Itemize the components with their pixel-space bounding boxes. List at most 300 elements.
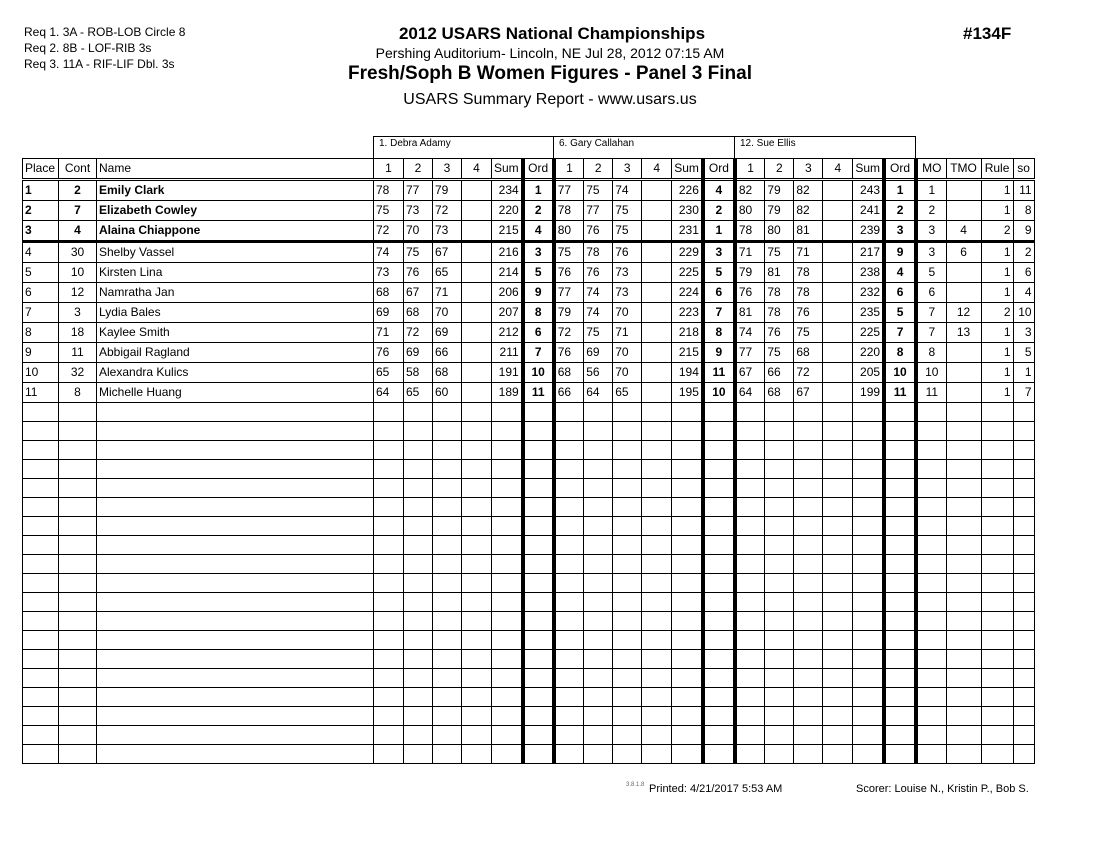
empty-cell — [584, 707, 613, 726]
empty-cell — [613, 669, 642, 688]
cell-judge3-score1: 71 — [735, 242, 765, 263]
cell-tmo: 4 — [946, 221, 981, 242]
empty-cell — [981, 726, 1013, 745]
cell-judge2-sum: 224 — [672, 283, 703, 303]
empty-cell — [672, 479, 703, 498]
empty-cell — [523, 460, 554, 479]
empty-cell — [703, 650, 735, 669]
empty-cell — [554, 460, 584, 479]
empty-cell — [916, 498, 946, 517]
empty-cell — [946, 726, 981, 745]
empty-cell — [703, 707, 735, 726]
cell-judge3-score2: 75 — [765, 242, 794, 263]
cell-mo: 7 — [916, 303, 946, 323]
cell-judge1-score1: 68 — [374, 283, 404, 303]
column-header-judge3-sum: Sum — [853, 159, 884, 180]
cell-rule: 1 — [981, 180, 1013, 201]
empty-cell — [374, 555, 404, 574]
empty-cell — [703, 479, 735, 498]
empty-cell — [97, 612, 374, 631]
cell-judge3-ordinal: 5 — [884, 303, 916, 323]
empty-cell — [59, 517, 97, 536]
cell-tmo: 12 — [946, 303, 981, 323]
empty-cell — [884, 593, 916, 612]
cell-judge3-score1: 76 — [735, 283, 765, 303]
empty-cell — [884, 688, 916, 707]
column-header-judge1-2: 2 — [404, 159, 433, 180]
cell-judge2-score2: 74 — [584, 303, 613, 323]
empty-cell — [404, 555, 433, 574]
empty-cell — [981, 688, 1013, 707]
empty-cell — [884, 441, 916, 460]
cell-cont: 4 — [59, 221, 97, 242]
empty-cell — [735, 517, 765, 536]
empty-cell — [765, 479, 794, 498]
cell-judge2-score3: 75 — [613, 201, 642, 221]
empty-cell — [823, 479, 853, 498]
empty-cell — [1013, 593, 1034, 612]
cell-judge3-ordinal: 1 — [884, 180, 916, 201]
judge-header-1: 1. Debra Adamy — [373, 136, 554, 158]
column-header-judge2-3: 3 — [613, 159, 642, 180]
empty-cell — [946, 612, 981, 631]
cell-judge1-sum: 211 — [492, 343, 523, 363]
column-header-judge2-1: 1 — [554, 159, 584, 180]
empty-cell — [97, 574, 374, 593]
cell-judge1-ordinal: 1 — [523, 180, 554, 201]
cell-judge3-sum: 217 — [853, 242, 884, 263]
empty-cell — [523, 479, 554, 498]
empty-cell — [554, 403, 584, 422]
empty-cell — [374, 593, 404, 612]
cell-judge3-ordinal: 9 — [884, 242, 916, 263]
cell-judge1-score1: 76 — [374, 343, 404, 363]
empty-cell — [613, 612, 642, 631]
empty-cell — [884, 574, 916, 593]
requirement-2: Req 2. 8B - LOF-RIB 3s — [24, 41, 152, 55]
column-header-judge3-3: 3 — [794, 159, 823, 180]
cell-judge1-score1: 75 — [374, 201, 404, 221]
cell-judge3-ordinal: 11 — [884, 383, 916, 403]
empty-cell — [853, 517, 884, 536]
empty-cell — [794, 669, 823, 688]
cell-judge1-ordinal: 11 — [523, 383, 554, 403]
cell-judge1-sum: 234 — [492, 180, 523, 201]
empty-cell — [462, 479, 492, 498]
cell-judge3-score4 — [823, 283, 853, 303]
empty-cell — [97, 726, 374, 745]
empty-cell — [404, 422, 433, 441]
cell-judge1-sum: 214 — [492, 263, 523, 283]
empty-cell — [374, 460, 404, 479]
empty-cell — [672, 650, 703, 669]
cell-name: Michelle Huang — [97, 383, 374, 403]
cell-judge1-score1: 74 — [374, 242, 404, 263]
empty-cell — [642, 460, 672, 479]
empty-cell — [23, 669, 59, 688]
empty-cell — [1013, 555, 1034, 574]
column-header-judge2-4: 4 — [642, 159, 672, 180]
cell-judge3-sum: 241 — [853, 201, 884, 221]
cell-judge3-score1: 80 — [735, 201, 765, 221]
empty-row — [23, 498, 1035, 517]
empty-cell — [1013, 479, 1034, 498]
empty-cell — [433, 707, 462, 726]
empty-cell — [703, 498, 735, 517]
empty-cell — [794, 574, 823, 593]
empty-cell — [823, 745, 853, 764]
empty-cell — [462, 498, 492, 517]
cell-judge3-score3: 67 — [794, 383, 823, 403]
empty-cell — [97, 650, 374, 669]
empty-cell — [823, 498, 853, 517]
empty-cell — [765, 631, 794, 650]
cell-judge3-score3: 82 — [794, 201, 823, 221]
cell-tmo — [946, 363, 981, 383]
empty-cell — [981, 650, 1013, 669]
empty-cell — [59, 574, 97, 593]
cell-judge2-score4 — [642, 343, 672, 363]
empty-cell — [981, 517, 1013, 536]
cell-judge3-score1: 74 — [735, 323, 765, 343]
empty-cell — [433, 403, 462, 422]
empty-cell — [946, 422, 981, 441]
empty-cell — [853, 498, 884, 517]
cell-judge2-score4 — [642, 363, 672, 383]
cell-judge3-score2: 80 — [765, 221, 794, 242]
empty-cell — [584, 403, 613, 422]
empty-cell — [981, 669, 1013, 688]
empty-cell — [916, 707, 946, 726]
cell-judge3-score4 — [823, 221, 853, 242]
empty-cell — [765, 688, 794, 707]
empty-cell — [374, 688, 404, 707]
cell-judge2-sum: 226 — [672, 180, 703, 201]
empty-cell — [554, 650, 584, 669]
empty-cell — [642, 593, 672, 612]
cell-judge2-ordinal: 7 — [703, 303, 735, 323]
empty-cell — [946, 536, 981, 555]
empty-cell — [853, 631, 884, 650]
empty-cell — [462, 593, 492, 612]
empty-cell — [735, 536, 765, 555]
empty-cell — [584, 422, 613, 441]
empty-cell — [884, 669, 916, 688]
empty-cell — [853, 536, 884, 555]
empty-cell — [1013, 536, 1034, 555]
empty-cell — [672, 536, 703, 555]
empty-cell — [492, 612, 523, 631]
cell-judge1-score4 — [462, 221, 492, 242]
empty-cell — [642, 403, 672, 422]
cell-judge3-score2: 78 — [765, 283, 794, 303]
empty-row — [23, 479, 1035, 498]
cell-judge2-score1: 77 — [554, 283, 584, 303]
empty-cell — [59, 460, 97, 479]
empty-cell — [462, 574, 492, 593]
empty-cell — [59, 498, 97, 517]
empty-cell — [23, 612, 59, 631]
empty-cell — [642, 517, 672, 536]
cell-judge1-score2: 73 — [404, 201, 433, 221]
empty-cell — [735, 441, 765, 460]
empty-cell — [374, 669, 404, 688]
empty-cell — [946, 574, 981, 593]
empty-cell — [794, 650, 823, 669]
empty-cell — [672, 688, 703, 707]
cell-judge1-score3: 60 — [433, 383, 462, 403]
empty-cell — [523, 555, 554, 574]
empty-cell — [492, 726, 523, 745]
empty-cell — [59, 669, 97, 688]
empty-cell — [916, 688, 946, 707]
cell-judge2-score1: 77 — [554, 180, 584, 201]
empty-cell — [916, 403, 946, 422]
cell-so: 6 — [1013, 263, 1034, 283]
cell-judge1-score2: 69 — [404, 343, 433, 363]
table-row — [23, 363, 1035, 383]
table-row — [23, 180, 1035, 201]
empty-cell — [613, 441, 642, 460]
empty-cell — [946, 669, 981, 688]
empty-cell — [523, 688, 554, 707]
empty-cell — [59, 422, 97, 441]
empty-cell — [884, 555, 916, 574]
cell-judge1-score2: 77 — [404, 180, 433, 201]
empty-cell — [59, 745, 97, 764]
cell-judge3-score4 — [823, 201, 853, 221]
cell-judge2-score2: 56 — [584, 363, 613, 383]
table-row — [23, 242, 1035, 263]
empty-cell — [884, 536, 916, 555]
empty-cell — [981, 498, 1013, 517]
cell-judge3-score3: 81 — [794, 221, 823, 242]
empty-cell — [946, 688, 981, 707]
event-number: #134F — [963, 24, 1012, 43]
empty-cell — [433, 536, 462, 555]
empty-cell — [853, 441, 884, 460]
empty-cell — [672, 612, 703, 631]
cell-place: 7 — [23, 303, 59, 323]
cell-judge2-score2: 77 — [584, 201, 613, 221]
empty-cell — [523, 403, 554, 422]
empty-cell — [672, 707, 703, 726]
cell-mo: 2 — [916, 201, 946, 221]
empty-cell — [23, 574, 59, 593]
empty-cell — [523, 498, 554, 517]
empty-cell — [23, 688, 59, 707]
empty-cell — [523, 593, 554, 612]
cell-judge1-score3: 71 — [433, 283, 462, 303]
cell-judge3-score1: 79 — [735, 263, 765, 283]
empty-cell — [765, 536, 794, 555]
empty-cell — [642, 555, 672, 574]
empty-cell — [672, 574, 703, 593]
empty-cell — [981, 460, 1013, 479]
cell-so: 5 — [1013, 343, 1034, 363]
empty-cell — [374, 707, 404, 726]
empty-cell — [97, 707, 374, 726]
cell-judge3-score4 — [823, 263, 853, 283]
empty-cell — [97, 555, 374, 574]
empty-cell — [672, 441, 703, 460]
empty-cell — [853, 422, 884, 441]
empty-cell — [946, 593, 981, 612]
cell-cont: 32 — [59, 363, 97, 383]
empty-cell — [981, 574, 1013, 593]
empty-cell — [374, 745, 404, 764]
empty-cell — [884, 460, 916, 479]
cell-cont: 7 — [59, 201, 97, 221]
cell-judge3-sum: 220 — [853, 343, 884, 363]
empty-cell — [97, 745, 374, 764]
cell-judge2-score2: 64 — [584, 383, 613, 403]
empty-cell — [916, 555, 946, 574]
empty-cell — [853, 479, 884, 498]
empty-cell — [523, 574, 554, 593]
empty-cell — [554, 555, 584, 574]
cell-judge3-score2: 76 — [765, 323, 794, 343]
empty-cell — [59, 479, 97, 498]
empty-cell — [374, 631, 404, 650]
cell-judge3-score3: 75 — [794, 323, 823, 343]
cell-judge3-ordinal: 2 — [884, 201, 916, 221]
cell-mo: 10 — [916, 363, 946, 383]
cell-tmo — [946, 283, 981, 303]
empty-cell — [462, 707, 492, 726]
empty-cell — [765, 403, 794, 422]
empty-cell — [765, 707, 794, 726]
empty-cell — [613, 536, 642, 555]
empty-cell — [584, 669, 613, 688]
empty-cell — [59, 441, 97, 460]
empty-cell — [23, 745, 59, 764]
empty-cell — [765, 612, 794, 631]
empty-cell — [823, 403, 853, 422]
empty-cell — [703, 612, 735, 631]
cell-judge1-score2: 58 — [404, 363, 433, 383]
empty-cell — [946, 479, 981, 498]
cell-judge2-score3: 74 — [613, 180, 642, 201]
empty-cell — [23, 517, 59, 536]
column-header-mo: MO — [916, 159, 946, 180]
cell-judge1-ordinal: 5 — [523, 263, 554, 283]
empty-cell — [59, 631, 97, 650]
cell-judge3-score3: 78 — [794, 283, 823, 303]
empty-cell — [735, 745, 765, 764]
empty-cell — [916, 536, 946, 555]
empty-cell — [884, 517, 916, 536]
cell-mo: 8 — [916, 343, 946, 363]
empty-cell — [794, 726, 823, 745]
empty-cell — [554, 422, 584, 441]
cell-judge2-score3: 70 — [613, 303, 642, 323]
empty-cell — [823, 536, 853, 555]
empty-cell — [884, 479, 916, 498]
empty-cell — [642, 441, 672, 460]
cell-place: 5 — [23, 263, 59, 283]
cell-judge1-sum: 207 — [492, 303, 523, 323]
empty-cell — [584, 441, 613, 460]
cell-cont: 10 — [59, 263, 97, 283]
cell-judge1-score3: 66 — [433, 343, 462, 363]
empty-cell — [554, 707, 584, 726]
cell-judge2-score2: 69 — [584, 343, 613, 363]
empty-cell — [374, 650, 404, 669]
empty-cell — [584, 745, 613, 764]
cell-name: Emily Clark — [97, 180, 374, 201]
cell-judge3-score3: 68 — [794, 343, 823, 363]
cell-judge2-score3: 75 — [613, 221, 642, 242]
empty-cell — [981, 593, 1013, 612]
cell-judge2-score1: 66 — [554, 383, 584, 403]
empty-cell — [884, 631, 916, 650]
cell-rule: 1 — [981, 242, 1013, 263]
empty-cell — [703, 574, 735, 593]
empty-cell — [884, 745, 916, 764]
cell-rule: 1 — [981, 323, 1013, 343]
empty-cell — [981, 441, 1013, 460]
empty-row — [23, 441, 1035, 460]
empty-cell — [916, 517, 946, 536]
empty-cell — [703, 536, 735, 555]
cell-judge1-score2: 67 — [404, 283, 433, 303]
cell-tmo — [946, 383, 981, 403]
cell-judge1-sum: 215 — [492, 221, 523, 242]
cell-judge2-sum: 194 — [672, 363, 703, 383]
empty-cell — [1013, 403, 1034, 422]
empty-cell — [794, 441, 823, 460]
empty-cell — [853, 593, 884, 612]
cell-judge1-sum: 212 — [492, 323, 523, 343]
empty-cell — [433, 574, 462, 593]
cell-so: 7 — [1013, 383, 1034, 403]
empty-cell — [374, 574, 404, 593]
empty-row — [23, 650, 1035, 669]
empty-cell — [765, 574, 794, 593]
cell-judge1-score3: 69 — [433, 323, 462, 343]
cell-judge2-score2: 74 — [584, 283, 613, 303]
cell-judge3-score2: 79 — [765, 180, 794, 201]
empty-cell — [433, 612, 462, 631]
empty-cell — [1013, 441, 1034, 460]
cell-judge2-ordinal: 9 — [703, 343, 735, 363]
empty-cell — [946, 650, 981, 669]
empty-cell — [97, 441, 374, 460]
empty-cell — [492, 650, 523, 669]
empty-cell — [613, 707, 642, 726]
empty-cell — [642, 574, 672, 593]
empty-cell — [23, 726, 59, 745]
cell-judge3-score4 — [823, 343, 853, 363]
cell-judge3-score1: 77 — [735, 343, 765, 363]
cell-place: 9 — [23, 343, 59, 363]
table-row — [23, 283, 1035, 303]
cell-mo: 6 — [916, 283, 946, 303]
cell-judge1-ordinal: 10 — [523, 363, 554, 383]
cell-so: 8 — [1013, 201, 1034, 221]
empty-cell — [59, 707, 97, 726]
empty-cell — [794, 612, 823, 631]
column-header-tmo: TMO — [946, 159, 981, 180]
empty-cell — [794, 403, 823, 422]
empty-cell — [554, 612, 584, 631]
empty-row — [23, 745, 1035, 764]
cell-place: 10 — [23, 363, 59, 383]
empty-cell — [433, 422, 462, 441]
cell-mo: 3 — [916, 221, 946, 242]
empty-cell — [374, 441, 404, 460]
